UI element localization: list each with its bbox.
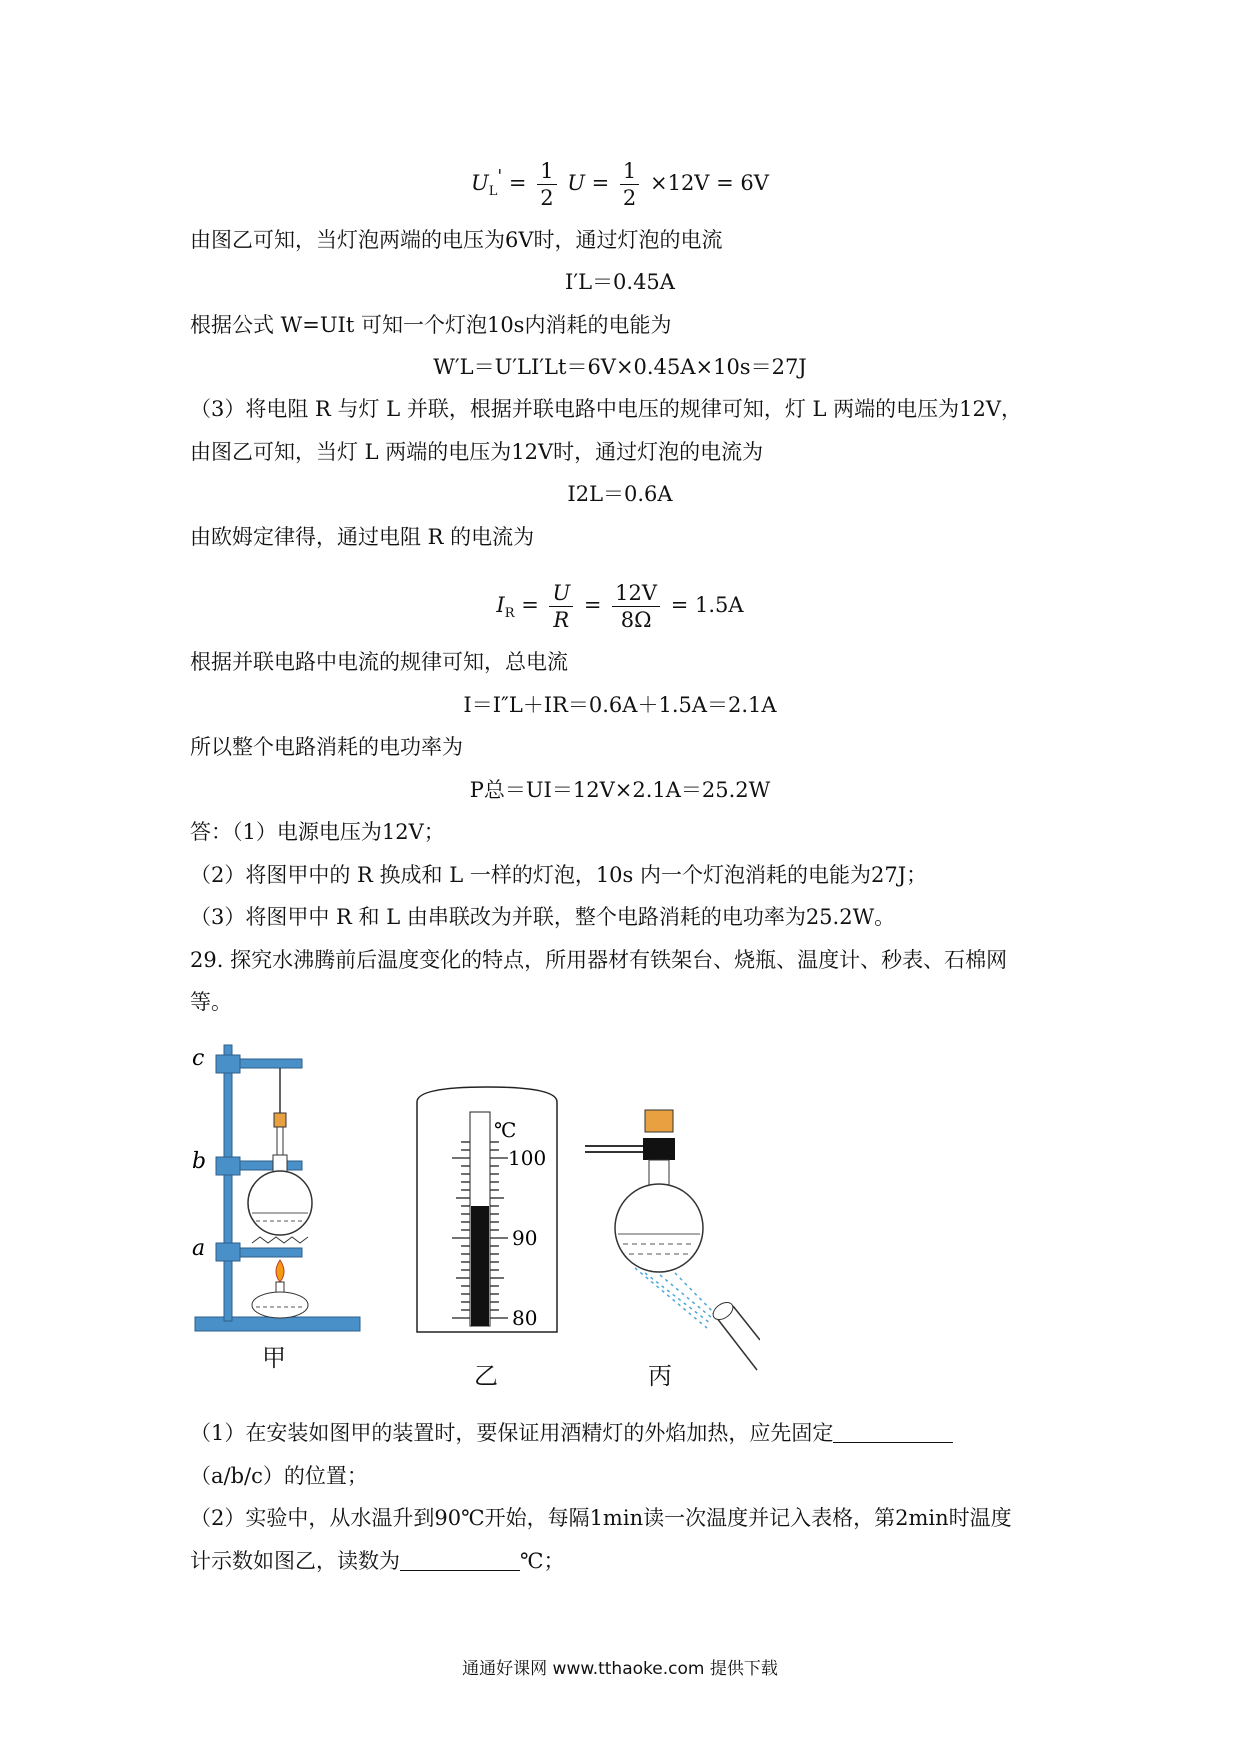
paragraph: 由欧姆定律得，通过电阻 R 的电流为	[190, 525, 535, 549]
answer-blank[interactable]	[833, 1422, 953, 1443]
footer: 通通好课网 www.tthaoke.com 提供下载	[462, 1659, 778, 1679]
paragraph: 所以整个电路消耗的电功率为	[190, 735, 463, 759]
question-29: 29. 探究水沸腾前后温度变化的特点，所用器材有铁架台、烧瓶、温度计、秒表、石棉网	[190, 948, 1008, 972]
answer-line: （2）将图甲中的 R 换成和 L 一样的灯泡，10s 内一个灯泡消耗的电能为27J；	[190, 863, 928, 887]
caption-jia: 甲	[262, 1344, 286, 1372]
answer-line: 答：（1）电源电压为12V；	[190, 820, 445, 844]
equation: W′L＝U′LI′Lt＝6V×0.45A×10s＝27J	[433, 355, 807, 379]
sub-question-1: （1）在安装如图甲的装置时，要保证用酒精灯的外焰加热，应先固定	[190, 1418, 953, 1448]
sub-question-1-cont: （a/b/c）的位置；	[190, 1464, 368, 1488]
equation-ir: $I_R$ = $\frac{U}{R}$ = $\frac{12V}{8\Omega}$ = 1.5A	[496, 581, 744, 632]
figure-flask-spray	[585, 1108, 760, 1378]
equation: P总＝UI＝12V×2.1A＝25.2W	[469, 778, 771, 802]
equation: I′L＝0.45A	[565, 270, 675, 294]
caption-yi: 乙	[474, 1362, 498, 1390]
equation: I＝I″L＋IR＝0.6A＋1.5A＝2.1A	[463, 693, 777, 717]
answer-line: （3）将图甲中 R 和 L 由串联改为并联，整个电路消耗的电功率为25.2W。	[190, 905, 896, 929]
paragraph: （3）将电阻 R 与灯 L 并联，根据并联电路中电压的规律可知，灯 L 两端的电压为12V，	[190, 397, 1022, 421]
svg-text:80: 80	[512, 1306, 538, 1330]
figure-thermometer	[412, 1082, 567, 1337]
fraction: $\frac{U}{R}$	[549, 580, 573, 633]
equation-ul: $U_L'$ = $\frac{1}{2}$ U = $\frac{1}{2}$ ×12V = 6V	[471, 159, 769, 210]
paragraph: 根据公式 W=UIt 可知一个灯泡10s内消耗的电能为	[190, 313, 672, 337]
paragraph: 根据并联电路中电流的规律可知，总电流	[190, 650, 568, 674]
svg-text:℃: ℃	[494, 1118, 517, 1142]
label-a: a	[192, 1236, 206, 1261]
figure-iron-stand	[190, 1035, 370, 1335]
label-c: c	[192, 1046, 205, 1071]
fraction: $\frac{1}{2}$	[537, 158, 556, 211]
paragraph: 由图乙可知，当灯 L 两端的电压为12V时，通过灯泡的电流为	[190, 440, 764, 464]
question-29-cont: 等。	[190, 990, 232, 1014]
equation: I2L＝0.6A	[567, 482, 673, 506]
answer-blank[interactable]	[400, 1550, 520, 1571]
fraction: $\frac{1}{2}$	[620, 158, 639, 211]
fraction: $\frac{12V}{8\Omega}$	[612, 580, 660, 633]
mercury-column	[471, 1206, 489, 1326]
label-b: b	[192, 1149, 207, 1174]
caption-bing: 丙	[648, 1362, 672, 1390]
paragraph: 由图乙可知，当灯泡两端的电压为6V时，通过灯泡的电流	[190, 228, 723, 252]
sub-question-2-cont: 计示数如图乙，读数为 ℃；	[190, 1549, 565, 1573]
svg-text:100: 100	[508, 1146, 547, 1170]
svg-text:90: 90	[512, 1226, 538, 1250]
sub-question-2: （2）实验中，从水温升到90℃开始，每隔1min读一次温度并记入表格，第2min时温度	[190, 1506, 1012, 1530]
